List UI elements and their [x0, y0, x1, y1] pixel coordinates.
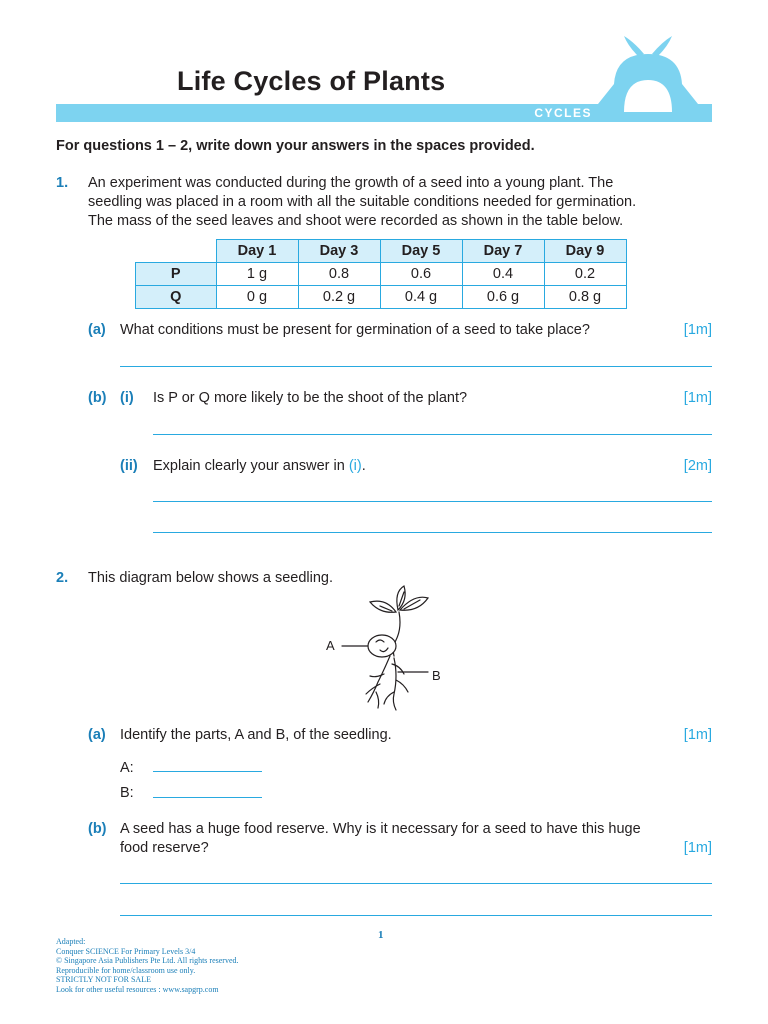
q1a-answer-line[interactable] [120, 366, 712, 367]
footer-line: Conquer SCIENCE For Primary Levels 3/4 [56, 946, 196, 956]
table-cell: 0.2 [544, 263, 626, 286]
table-header-cell: Day 5 [380, 240, 462, 263]
question-1-text [88, 174, 636, 231]
table-row-label: Q [136, 286, 217, 309]
q1a-text: What conditions must be present for germination of a seed to take place? [120, 322, 590, 338]
table-corner [136, 240, 217, 263]
q1bii-text [153, 457, 366, 476]
q2a-answer-a-label: A: [120, 760, 134, 776]
q1bii-text-before: Explain clearly your answer in [153, 458, 349, 474]
diagram-label-a: A [326, 638, 335, 653]
question-1-number: 1. [56, 175, 69, 191]
q2a-label: (a) [88, 727, 106, 743]
q1bi-answer-line[interactable] [153, 434, 712, 435]
page-number: 1 [378, 929, 384, 941]
q2b-marks: [1m] [683, 840, 712, 856]
q1bi-text: Is P or Q more likely to be the shoot of the plant? [153, 390, 468, 406]
table-row [136, 286, 627, 309]
instructions: For questions 1 – 2, write down your answers in the spaces provided. [56, 138, 535, 154]
seedling-diagram [320, 584, 460, 714]
table-header-cell: Day 9 [544, 240, 626, 263]
table-cell: 0.8 [298, 263, 380, 286]
q1bii-ref: (i) [348, 458, 362, 474]
table-cell: 0.4 [462, 263, 544, 286]
q1b-label: (b) [88, 390, 107, 406]
page-title: Life Cycles of Plants [177, 66, 446, 96]
q2a-answer-b-line[interactable] [153, 797, 262, 798]
q1bii-text-after: . [361, 458, 366, 474]
q2b-text-line-1: A seed has a huge food reserve. Why is it necessary for a seed to have this huge [120, 821, 641, 837]
footer-credits [56, 937, 239, 994]
footer-line: STRICTLY NOT FOR SALE [56, 975, 151, 984]
q2b-text-line-2: food reserve? [120, 840, 209, 856]
table-cell: 0.6 [380, 263, 462, 286]
banner-label: CYCLES [534, 106, 592, 120]
diagram-label-b: B [432, 668, 441, 683]
question-1-line: The mass of the seed leaves and shoot were recorded as shown in the table below. [88, 213, 624, 229]
q2b-answer-line-2[interactable] [120, 915, 712, 916]
footer-line: Look for other useful resources : www.sapgrp.com [56, 984, 219, 994]
question-2-number: 2. [56, 570, 69, 586]
q2a-text: Identify the parts, A and B, of the seedling. [120, 727, 392, 743]
q1bi-marks: [1m] [683, 390, 712, 406]
footer-line: Adapted: [56, 937, 86, 946]
q1bii-marks: [2m] [683, 458, 712, 474]
q1a-label: (a) [88, 322, 106, 338]
table-row-label: P [136, 263, 217, 286]
table-cell: 0 g [216, 286, 298, 309]
question-2-text: This diagram below shows a seedling. [88, 570, 334, 586]
q1a-marks: [1m] [683, 322, 712, 338]
footer-line: © Singapore Asia Publishers Pte Ltd. All rights reserved. [56, 956, 239, 965]
table-header-cell: Day 3 [298, 240, 380, 263]
footer-line: Reproducible for home/classroom use only. [56, 965, 196, 975]
cycles-logo-icon [588, 34, 712, 124]
q2a-marks: [1m] [683, 727, 712, 743]
q1bii-answer-line-2[interactable] [153, 532, 712, 533]
q1bii-answer-line-1[interactable] [153, 501, 712, 502]
question-1-line: seedling was placed in a room with all the suitable conditions needed for germination. [88, 194, 637, 210]
table-cell: 0.2 g [298, 286, 380, 309]
table-header-row [136, 240, 627, 263]
table-header-cell: Day 1 [216, 240, 298, 263]
q2b-answer-line-1[interactable] [120, 883, 712, 884]
table-row [136, 263, 627, 286]
q2b-label: (b) [88, 821, 107, 837]
q2a-answer-a-line[interactable] [153, 771, 262, 772]
table-cell: 0.4 g [380, 286, 462, 309]
table-cell: 1 g [216, 263, 298, 286]
q2a-answer-b-label: B: [120, 785, 134, 801]
table-header-cell: Day 7 [462, 240, 544, 263]
q1bii-label: (ii) [120, 458, 138, 474]
table-cell: 0.6 g [462, 286, 544, 309]
question-1-line: An experiment was conducted during the growth of a seed into a young plant. The [88, 175, 614, 191]
table-cell: 0.8 g [544, 286, 626, 309]
mass-table [135, 239, 627, 309]
q1bi-label: (i) [120, 390, 134, 406]
